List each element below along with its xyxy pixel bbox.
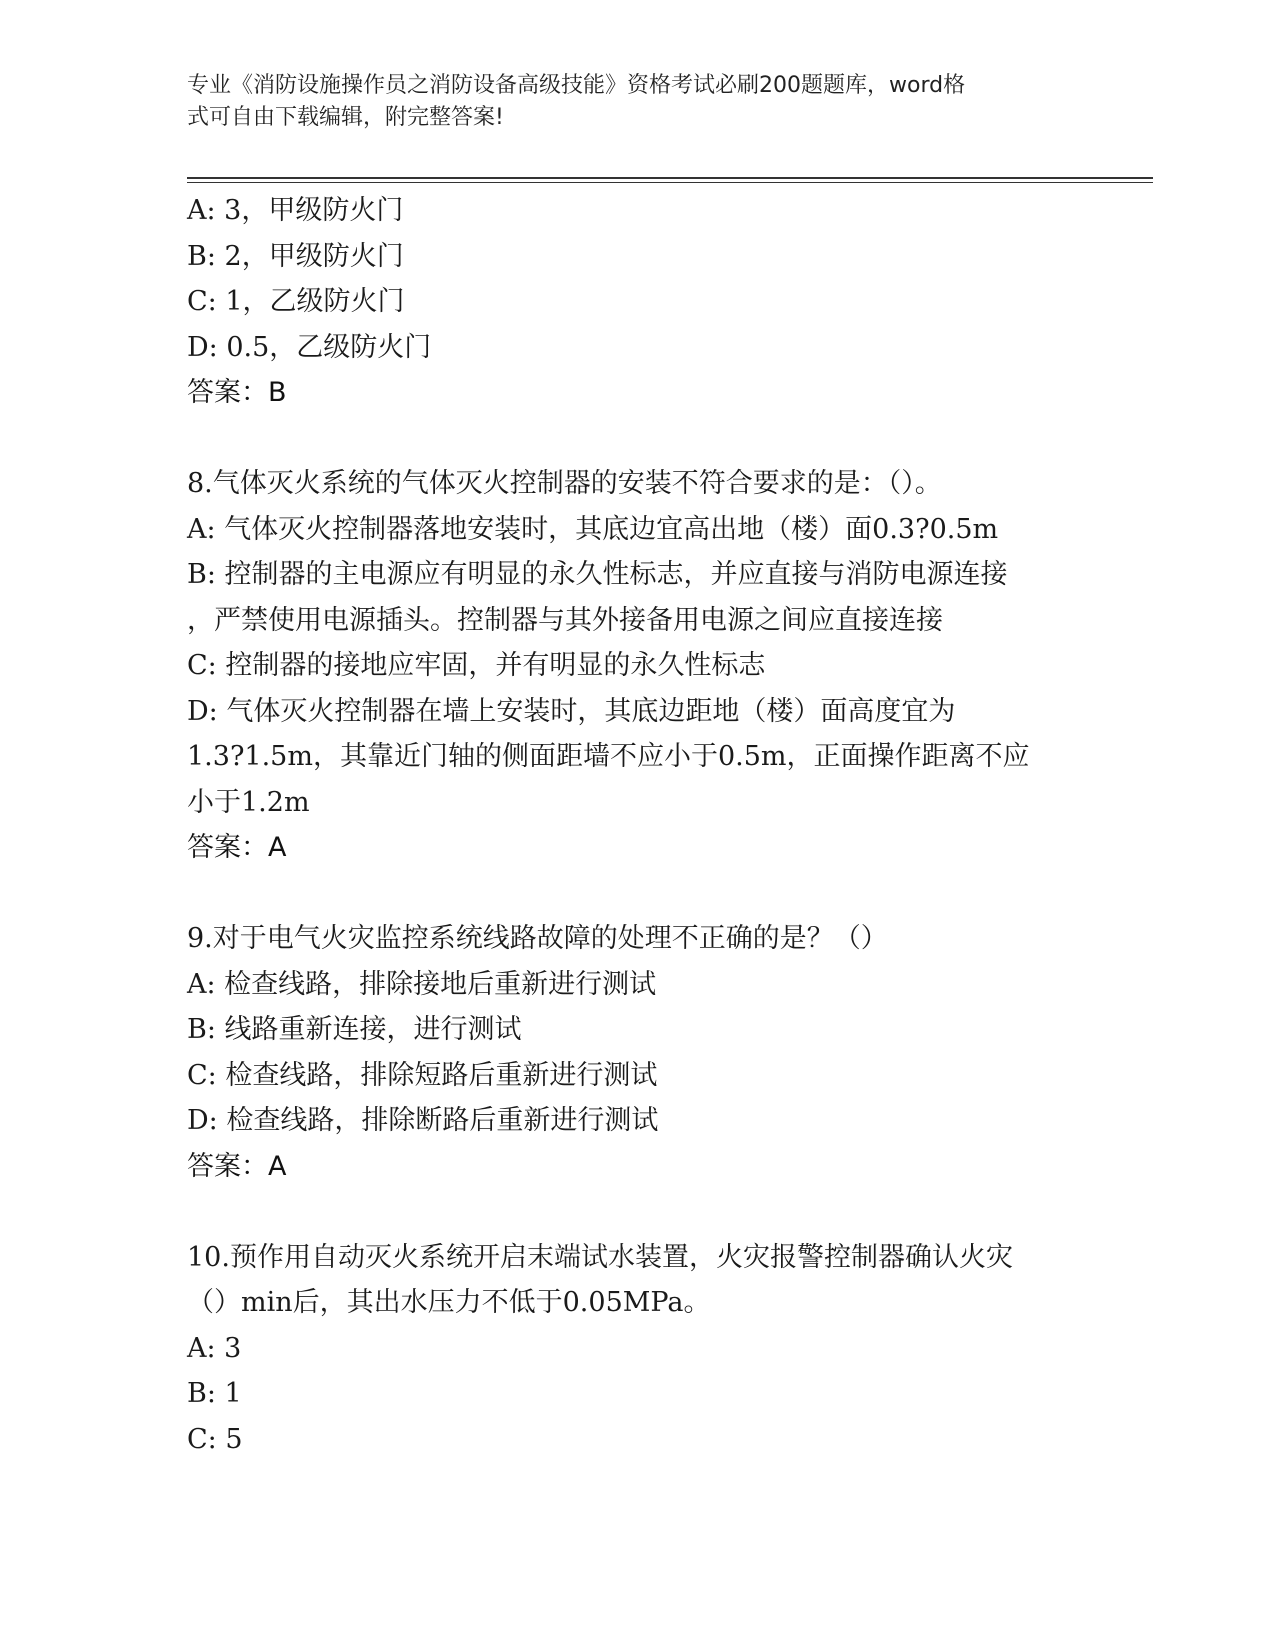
q8-option-d-line-2: 1.3?1.5m，其靠近门轴的侧面距墙不应小于0.5m，正面操作距离不应 xyxy=(187,741,1030,772)
header-line-2: 式可自由下载编辑，附完整答案! xyxy=(187,105,504,130)
q9-answer: 答案：A xyxy=(187,1150,287,1182)
q8-option-c: C: 控制器的接地应牢固，并有明显的永久性标志 xyxy=(187,650,766,681)
q9-option-a: A: 检查线路，排除接地后重新进行测试 xyxy=(187,968,657,1000)
question-7-block xyxy=(187,188,1087,416)
question-8-block xyxy=(187,461,1087,871)
q10-option-a: A: 3 xyxy=(187,1332,242,1364)
q9-option-c: C: 检查线路，排除短路后重新进行测试 xyxy=(187,1059,658,1091)
question-9-block xyxy=(187,916,1087,1189)
q10-option-c: C: 5 xyxy=(187,1423,243,1455)
q7-option-d: D: 0.5，乙级防火门 xyxy=(187,331,432,363)
header-divider-thick xyxy=(187,177,1153,179)
q8-answer: 答案：A xyxy=(187,832,287,863)
q8-option-d-line-1: D: 气体灭火控制器在墙上安装时，其底边距地（楼）面高度宜为 xyxy=(187,695,956,727)
document-header xyxy=(187,70,1067,134)
spacer xyxy=(187,1189,1087,1235)
q8-option-b-line-1: B: 控制器的主电源应有明显的永久性标志，并应直接与消防电源连接 xyxy=(187,559,1008,590)
q10-question-line-2: （）min后，其出水压力不低于0.05MPa。 xyxy=(187,1287,711,1318)
header-line-1: 专业《消防设施操作员之消防设备高级技能》资格考试必刷200题题库，word格 xyxy=(187,73,966,98)
q8-option-b-line-2: ，严禁使用电源插头。控制器与其外接备用电源之间应直接连接 xyxy=(187,604,943,636)
header-divider-thin xyxy=(187,182,1153,183)
question-content xyxy=(187,188,1087,1462)
q8-option-a: A: 气体灭火控制器落地安装时，其底边宜高出地（楼）面0.3?0.5m xyxy=(187,513,999,545)
q10-question-line-1: 10.预作用自动灭火系统开启末端试水装置，火灾报警控制器确认火灾 xyxy=(187,1241,1013,1273)
q8-option-d-line-3: 小于1.2m xyxy=(187,786,310,818)
q7-option-a: A: 3，甲级防火门 xyxy=(187,195,404,226)
q9-option-d: D: 检查线路，排除断路后重新进行测试 xyxy=(187,1105,659,1136)
q7-option-b: B: 2，甲级防火门 xyxy=(187,240,404,272)
q7-answer: 答案：B xyxy=(187,377,287,408)
q9-question: 9.对于电气火灾监控系统线路故障的处理不正确的是？（） xyxy=(187,923,888,954)
q9-option-b: B: 线路重新连接，进行测试 xyxy=(187,1014,522,1045)
question-10-block xyxy=(187,1235,1087,1463)
spacer xyxy=(187,416,1087,462)
q7-option-c: C: 1，乙级防火门 xyxy=(187,286,405,317)
spacer xyxy=(187,871,1087,917)
q10-option-b: B: 1 xyxy=(187,1378,242,1409)
q8-question: 8.气体灭火系统的气体灭火控制器的安装不符合要求的是：（）。 xyxy=(187,468,942,499)
